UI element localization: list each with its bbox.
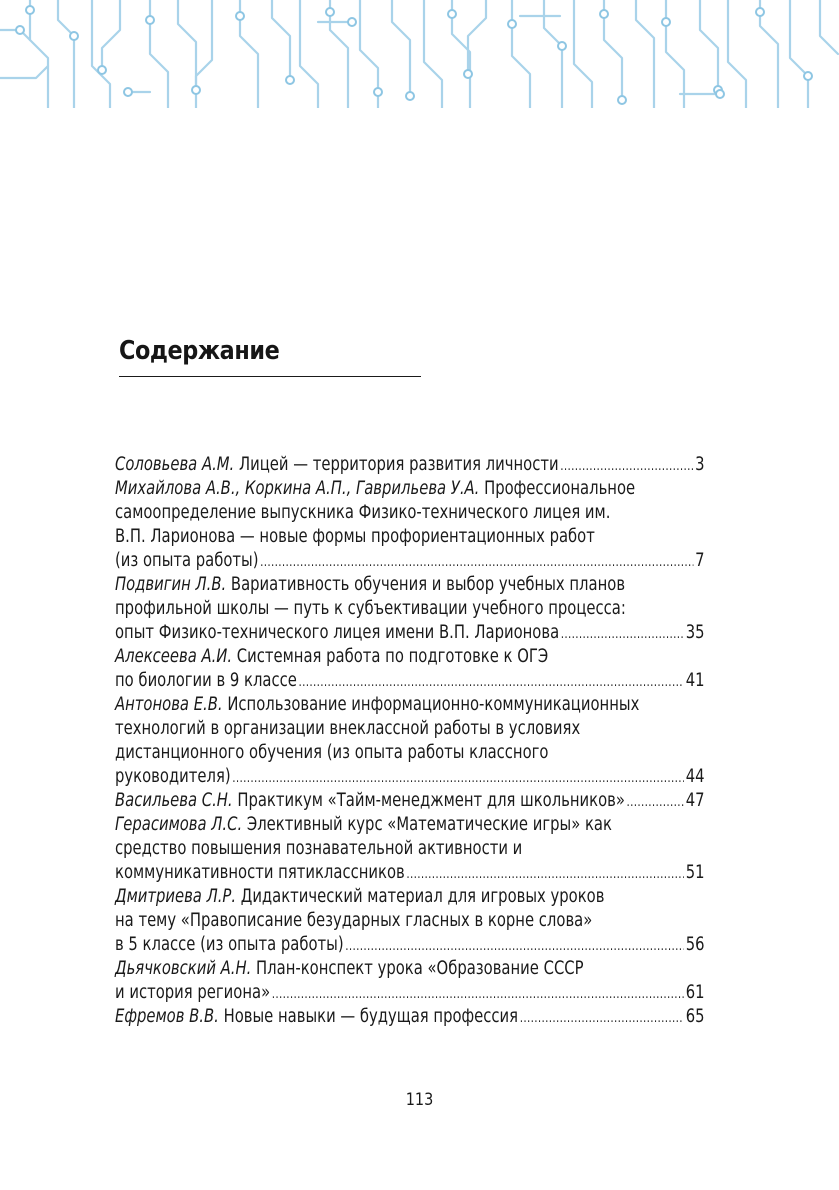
toc-line <box>115 909 705 933</box>
toc-line <box>115 765 705 789</box>
toc-entry[interactable] <box>115 645 705 693</box>
dot-leader <box>520 1007 684 1031</box>
toc-author: Подвигин Л.В. <box>115 574 227 595</box>
toc-entry[interactable] <box>115 957 705 1005</box>
dot-leader <box>272 983 684 1007</box>
toc-line <box>115 597 705 621</box>
toc-line <box>115 645 705 669</box>
toc-line <box>115 837 705 861</box>
toc-page-ref: 7 <box>695 550 705 571</box>
toc-author: Герасимова Л.С. <box>115 814 243 835</box>
toc-line <box>115 861 705 885</box>
toc-title-text: технологий в организации внеклассной работы в условиях <box>115 718 581 739</box>
toc-line <box>115 501 705 525</box>
toc-title-text: дистанционного обучения (из опыта работы классного <box>115 742 549 763</box>
toc-title-text: (из опыта работы) <box>115 550 259 571</box>
toc-page-ref: 61 <box>685 982 705 1003</box>
toc-line <box>115 549 705 573</box>
toc-page-ref: 65 <box>685 1006 705 1027</box>
toc-title-text: опыт Физико-технического лицея имени В.П. Ларионова <box>115 622 560 643</box>
toc-title-text: в 5 классе (из опыта работы) <box>115 934 344 955</box>
toc-line <box>115 669 705 693</box>
toc-title-text: В.П. Ларионова — новые формы профориентационных работ <box>115 526 595 547</box>
toc-title-text: средство повышения познавательной активности и <box>115 838 523 859</box>
toc-heading: Содержание <box>119 336 280 366</box>
toc-title-text: Системная работа по подготовке к ОГЭ <box>232 646 549 667</box>
toc-entry[interactable] <box>115 573 705 645</box>
dot-leader <box>627 791 685 815</box>
toc-line <box>115 621 705 645</box>
toc-page-ref: 3 <box>695 454 705 475</box>
toc-page-ref: 51 <box>685 862 705 883</box>
toc-author: Дмитриева Л.Р. <box>115 886 237 907</box>
toc-title-text: Новые навыки — будущая профессия <box>218 1006 519 1027</box>
toc-author: Алексеева А.И. <box>115 646 233 667</box>
toc-author: Антонова Е.В. <box>115 694 223 715</box>
page-number: 113 <box>405 1090 434 1110</box>
dot-leader <box>232 767 684 791</box>
toc-line <box>115 933 705 957</box>
heading-underline <box>119 376 421 377</box>
toc-page-ref: 47 <box>685 790 705 811</box>
toc-title-text: самоопределение выпускника Физико-технического лицея им. <box>115 502 611 523</box>
toc-title-text: и история региона» <box>115 982 271 1003</box>
toc-author: Михайлова А.В., Коркина А.П., Гаврильева У.А. <box>115 478 480 499</box>
toc-entry[interactable] <box>115 453 705 477</box>
toc-line <box>115 981 705 1005</box>
dot-leader <box>298 671 684 695</box>
toc-title-text: Элективный курс «Математические игры» как <box>242 814 612 835</box>
table-of-contents <box>115 453 705 1029</box>
toc-line <box>115 741 705 765</box>
toc-title-text: Дидактический материал для игровых уроков <box>236 886 605 907</box>
toc-page-ref: 56 <box>685 934 705 955</box>
toc-line <box>115 885 705 909</box>
toc-line <box>115 573 705 597</box>
toc-title-text: План-конспект урока «Образование СССР <box>251 958 584 979</box>
toc-author: Васильева С.Н. <box>115 790 233 811</box>
toc-title-text: Практикум «Тайм-менеджмент для школьников» <box>232 790 625 811</box>
toc-title-text: руководителя) <box>115 766 231 787</box>
toc-entry[interactable] <box>115 1005 705 1029</box>
dot-leader <box>561 623 684 647</box>
toc-line <box>115 477 705 501</box>
toc-author: Ефремов В.В. <box>115 1006 219 1027</box>
dot-leader <box>406 863 684 887</box>
toc-title-text: Использование информационно-коммуникационных <box>222 694 640 715</box>
toc-page-ref: 41 <box>685 670 705 691</box>
toc-page-ref: 44 <box>685 766 705 787</box>
toc-title-text: Вариативность обучения и выбор учебных планов <box>226 574 626 595</box>
toc-title-text: Профессиональное <box>479 478 636 499</box>
toc-line <box>115 1005 705 1029</box>
toc-line <box>115 453 705 477</box>
toc-line <box>115 813 705 837</box>
toc-page-ref: 35 <box>685 622 705 643</box>
toc-line <box>115 525 705 549</box>
toc-title-text: на тему «Правописание безударных гласных в корне слова» <box>115 910 593 931</box>
toc-entry[interactable] <box>115 885 705 957</box>
dot-leader <box>260 551 693 575</box>
toc-entry[interactable] <box>115 477 705 573</box>
toc-title-text: профильной школы — путь к субъективации учебного процесса: <box>115 598 626 619</box>
circuit-board-banner <box>0 0 839 108</box>
toc-author: Дьячковский А.Н. <box>115 958 252 979</box>
toc-entry[interactable] <box>115 693 705 789</box>
toc-entry[interactable] <box>115 789 705 813</box>
toc-line <box>115 957 705 981</box>
toc-line <box>115 717 705 741</box>
dot-leader <box>560 455 693 479</box>
toc-line <box>115 693 705 717</box>
toc-title-text: коммуникативности пятиклассников <box>115 862 405 883</box>
toc-author: Соловьева А.М. <box>115 454 235 475</box>
toc-title-text: по биологии в 9 классе <box>115 670 297 691</box>
toc-entry[interactable] <box>115 813 705 885</box>
toc-line <box>115 789 705 813</box>
toc-title-text: Лицей — территория развития личности <box>234 454 559 475</box>
dot-leader <box>345 935 684 959</box>
